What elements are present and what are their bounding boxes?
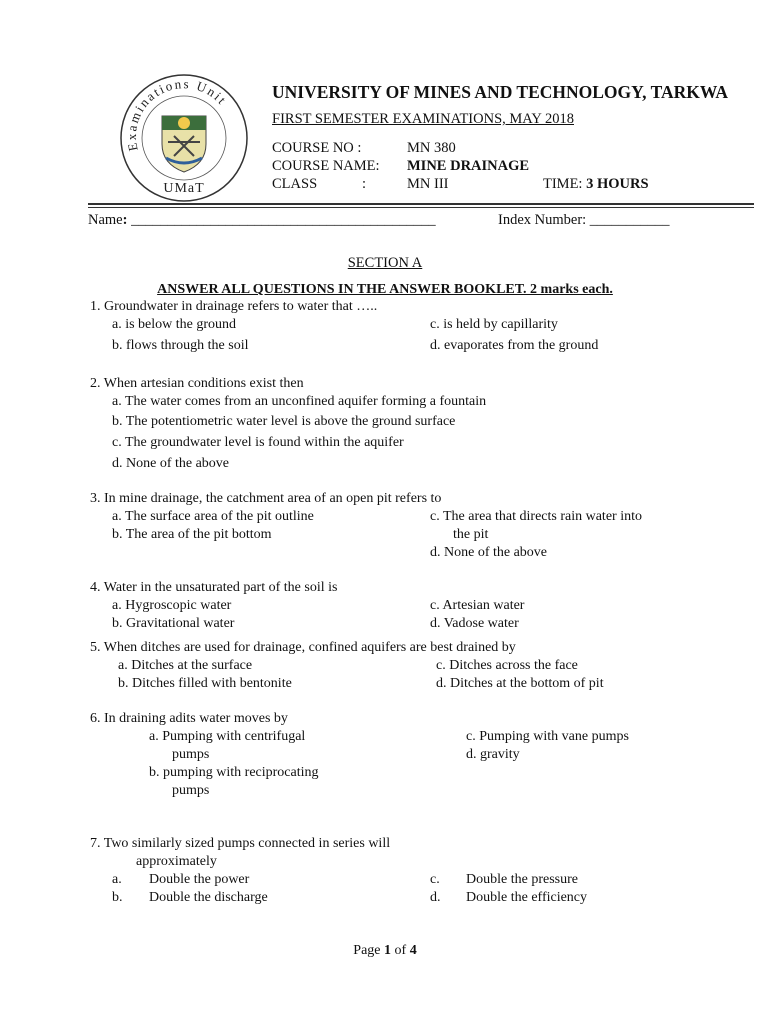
page-number (0, 943, 770, 959)
name-line: __________________________________________ (131, 212, 436, 228)
question-3-option-c-cont: the pit (453, 527, 489, 542)
logo-bottom-text: UMaT (163, 181, 205, 196)
name-label: Name (88, 212, 123, 228)
header-rule (88, 203, 754, 205)
question-7-letter-b: b. (112, 890, 123, 905)
question-2-stem: 2. When artesian conditions exist then (90, 376, 304, 391)
question-7-option-b: Double the discharge (149, 890, 268, 905)
question-5-stem: 5. When ditches are used for drainage, confined aquifers are best drained by (90, 640, 516, 655)
course-no-value: MN 380 (407, 140, 456, 156)
question-5-option-a: a. Ditches at the surface (118, 658, 253, 673)
exam-title: FIRST SEMESTER EXAMINATIONS, MAY 2018 (272, 111, 574, 127)
question-7-letter-c: c. (430, 872, 440, 887)
question-6-option-d: d. gravity (466, 747, 520, 762)
question-1-option-b: b. flows through the soil (112, 338, 249, 353)
question-4-stem: 4. Water in the unsaturated part of the soil is (90, 580, 338, 595)
page-total: 4 (409, 943, 417, 958)
question-4-option-a: a. Hygroscopic water (112, 598, 232, 613)
header-rule-thin (88, 207, 754, 208)
question-4-option-c: c. Artesian water (430, 598, 525, 613)
question-6-option-a: a. Pumping with centrifugal (149, 729, 306, 744)
class-value: MN III (407, 176, 449, 192)
question-3-stem: 3. In mine drainage, the catchment area of an open pit refers to (90, 491, 442, 506)
section-title: SECTION A (347, 255, 423, 271)
question-7-letter-d: d. (430, 890, 441, 905)
crest-icon (162, 116, 206, 172)
page-prefix: Page (353, 943, 385, 958)
question-1-option-a: a. is below the ground (112, 317, 237, 332)
question-6-option-b-cont: pumps (172, 783, 210, 798)
question-7-option-a: Double the power (149, 872, 250, 887)
question-3-option-a: a. The surface area of the pit outline (112, 509, 314, 524)
question-3-option-c: c. The area that directs rain water into (430, 509, 642, 524)
question-7-stem-cont: approximately (136, 854, 217, 869)
class-label: CLASS (272, 176, 318, 192)
question-6-option-c: c. Pumping with vane pumps (466, 729, 629, 744)
question-3-option-b: b. The area of the pit bottom (112, 527, 272, 542)
time-label: TIME: (543, 176, 583, 192)
question-2-option-a: a. The water comes from an unconfined aquifer forming a fountain (112, 394, 487, 409)
name-field (88, 212, 436, 229)
question-5-option-b: b. Ditches filled with bentonite (118, 676, 292, 691)
question-5-option-c: c. Ditches across the face (436, 658, 578, 673)
question-5-option-d: d. Ditches at the bottom of pit (436, 676, 604, 691)
logo-arc-text: Examinations Unit (123, 76, 231, 153)
name-colon: : (122, 212, 128, 228)
question-6-option-a-cont: pumps (172, 747, 210, 762)
page-mid: of (391, 943, 410, 958)
umat-examinations-logo (118, 72, 250, 204)
question-1-stem: 1. Groundwater in drainage refers to water that ….. (90, 299, 378, 314)
time-value: 3 HOURS (586, 176, 649, 192)
question-2-option-b: b. The potentiometric water level is above the ground surface (112, 414, 456, 429)
question-4-option-d: d. Vadose water (430, 616, 519, 631)
question-1-option-c: c. is held by capillarity (430, 317, 558, 332)
time-field (543, 176, 649, 193)
question-7-option-c: Double the pressure (466, 872, 578, 887)
section-instruction: ANSWER ALL QUESTIONS IN THE ANSWER BOOKLET. 2 marks each. (157, 282, 613, 297)
course-name-value: MINE DRAINAGE (407, 158, 530, 174)
course-no-label: COURSE NO : (272, 140, 362, 156)
question-2-option-c: c. The groundwater level is found within the aquifer (112, 435, 404, 450)
question-6-option-b: b. pumping with reciprocating (149, 765, 319, 780)
course-name-label: COURSE NAME: (272, 158, 380, 174)
university-title: UNIVERSITY OF MINES AND TECHNOLOGY, TARKWA (272, 82, 729, 102)
question-1-option-d: d. evaporates from the ground (430, 338, 599, 353)
question-6-stem: 6. In draining adits water moves by (90, 711, 288, 726)
page-current: 1 (384, 943, 392, 958)
question-7-option-d: Double the efficiency (466, 890, 588, 905)
index-number-field: Index Number: ___________ (498, 212, 670, 228)
question-4-option-b: b. Gravitational water (112, 616, 235, 631)
question-7-letter-a: a. (112, 872, 122, 887)
class-colon: : (362, 176, 367, 192)
question-7-stem: 7. Two similarly sized pumps connected in series will (90, 836, 391, 851)
question-3-option-d: d. None of the above (430, 545, 548, 560)
question-2-option-d: d. None of the above (112, 456, 230, 471)
